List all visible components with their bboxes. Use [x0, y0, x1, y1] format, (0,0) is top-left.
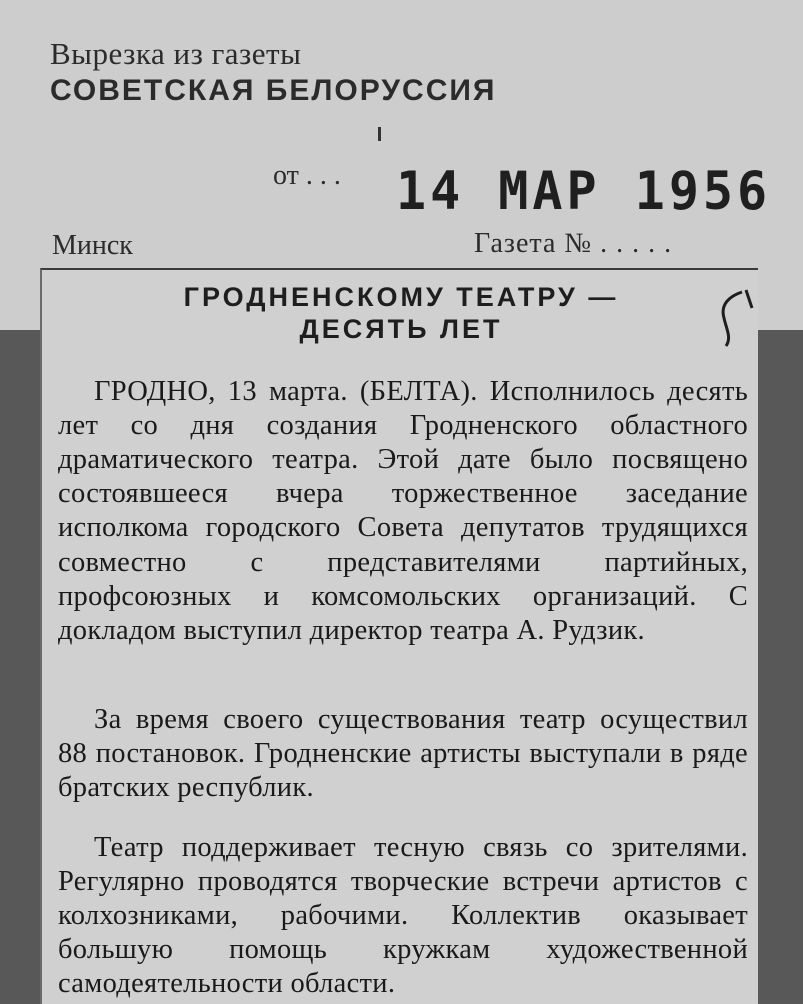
- article-paragraph-2: За время своего существования театр осуществил 88 постановок. Гродненские артисты выступали в ряде братских республик.: [58, 703, 748, 803]
- date-stamp: 14 МАР 1956: [396, 160, 772, 222]
- article-paragraph-3: Театр поддерживает тесную связь со зрителями. Регулярно проводятся творческие встречи артистов с колхозниками, рабочими. Коллектив оказывает большую помощь кружкам художественной самодеятельности области.: [58, 831, 748, 1000]
- newspaper-article: [40, 268, 758, 1004]
- article-headline-line1: ГРОДНЕНСКОМУ ТЕАТРУ —: [183, 282, 619, 312]
- article-headline-line2: ДЕСЯТЬ ЛЕТ: [299, 314, 503, 344]
- handwritten-mark-icon: [712, 288, 756, 350]
- city-label: Минск: [52, 230, 133, 261]
- cutout-label: Вырезка из газеты: [50, 36, 302, 71]
- article-paragraph-1: ГРОДНО, 13 марта. (БЕЛТА). Исполнилось десять лет со дня создания Гродненского областного драматического театра. Этой дате было посвящено состоявшееся вчера торжественное заседание исполкома городского Совета депутатов трудящихся совместно с представителями партийных, профсоюзных и комсомольских организаций. С докладом выступил директор театра А. Рудзик.: [58, 375, 748, 646]
- pen-mark: [378, 127, 381, 141]
- from-label: от . . .: [273, 160, 341, 191]
- newspaper-name: СОВЕТСКАЯ БЕЛОРУССИЯ: [50, 74, 497, 107]
- issue-number-label: Газета № . . . . .: [474, 228, 673, 259]
